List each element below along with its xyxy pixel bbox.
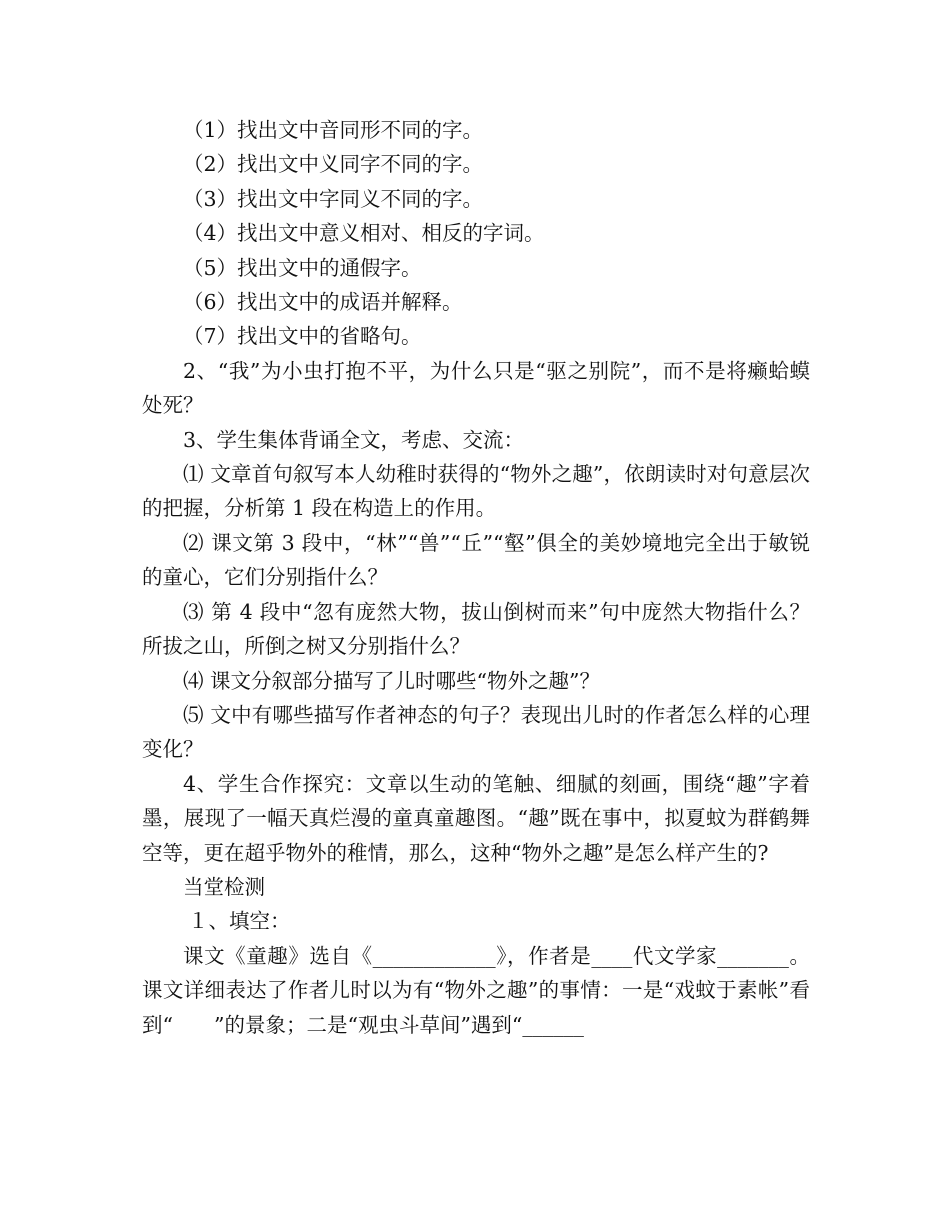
sub-question-3: （3）找出文中字同义不同的字。 [183, 186, 484, 211]
question-3: 3、学生集体背诵全文，考虑、交流： [183, 427, 525, 452]
sub-question-6: （6）找出文中的成语并解释。 [183, 290, 463, 315]
sub-question-2: （2）找出文中义同字不同的字。 [183, 152, 484, 177]
sub-question-1: （1）找出文中音同形不同的字。 [183, 118, 484, 142]
section-heading: 当堂检测 [183, 874, 265, 899]
fill-blank-text: 课文《童趣》选自《____________》，作者是____代文学家_______。课文详细表达了作者儿时以为有“物外之趣”的事情：一是“戏蚊于素帐”看到“ ”的景象；二是“观虫斗草间”遇到“______ [142, 943, 810, 1037]
fill-blank-heading: １、填空： [188, 909, 291, 934]
discussion-item-1: ⑴ 文章首句叙写本人幼稚时获得的“物外之趣”，依朗读时对句意层次的把握，分析第 1 段在构造上的作用。 [142, 462, 810, 521]
document-page [142, 113, 810, 1042]
sub-question-5: （5）找出文中的通假字。 [183, 255, 422, 280]
discussion-item-5: ⑸ 文中有哪些描写作者神态的句子？表现出儿时的作者怎么样的心理变化？ [142, 702, 810, 762]
sub-question-4: （4）找出文中意义相对、相反的字词。 [183, 221, 545, 246]
discussion-item-3: ⑶ 第 4 段中“忽有庞然大物，拔山倒树而来”句中庞然大物指什么？所拔之山，所倒之树又分别指什么？ [142, 599, 810, 659]
discussion-item-4: ⑷ 课文分叙部分描写了儿时哪些“物外之趣”？ [183, 668, 600, 693]
question-4: 4、学生合作探究：文章以生动的笔触、细腻的刻画，围绕“趣”字着墨，展现了一幅天真烂漫的童真童趣图。“趣”既在事中，拟夏蚊为群鹤舞空等，更在超乎物外的稚情，那么，这种“物外之趣”是怎么样产生的? [142, 771, 810, 865]
question-2: 2、“我”为小虫打抱不平，为什么只是“驱之别院”，而不是将癞蛤蟆处死？ [142, 358, 810, 418]
sub-question-7: （7）找出文中的省略句。 [183, 324, 422, 349]
discussion-item-2: ⑵ 课文第 3 段中，“林”“兽”“丘”“壑”俱全的美妙境地完全出于敏锐的童心，它们分别指什么？ [142, 530, 810, 590]
